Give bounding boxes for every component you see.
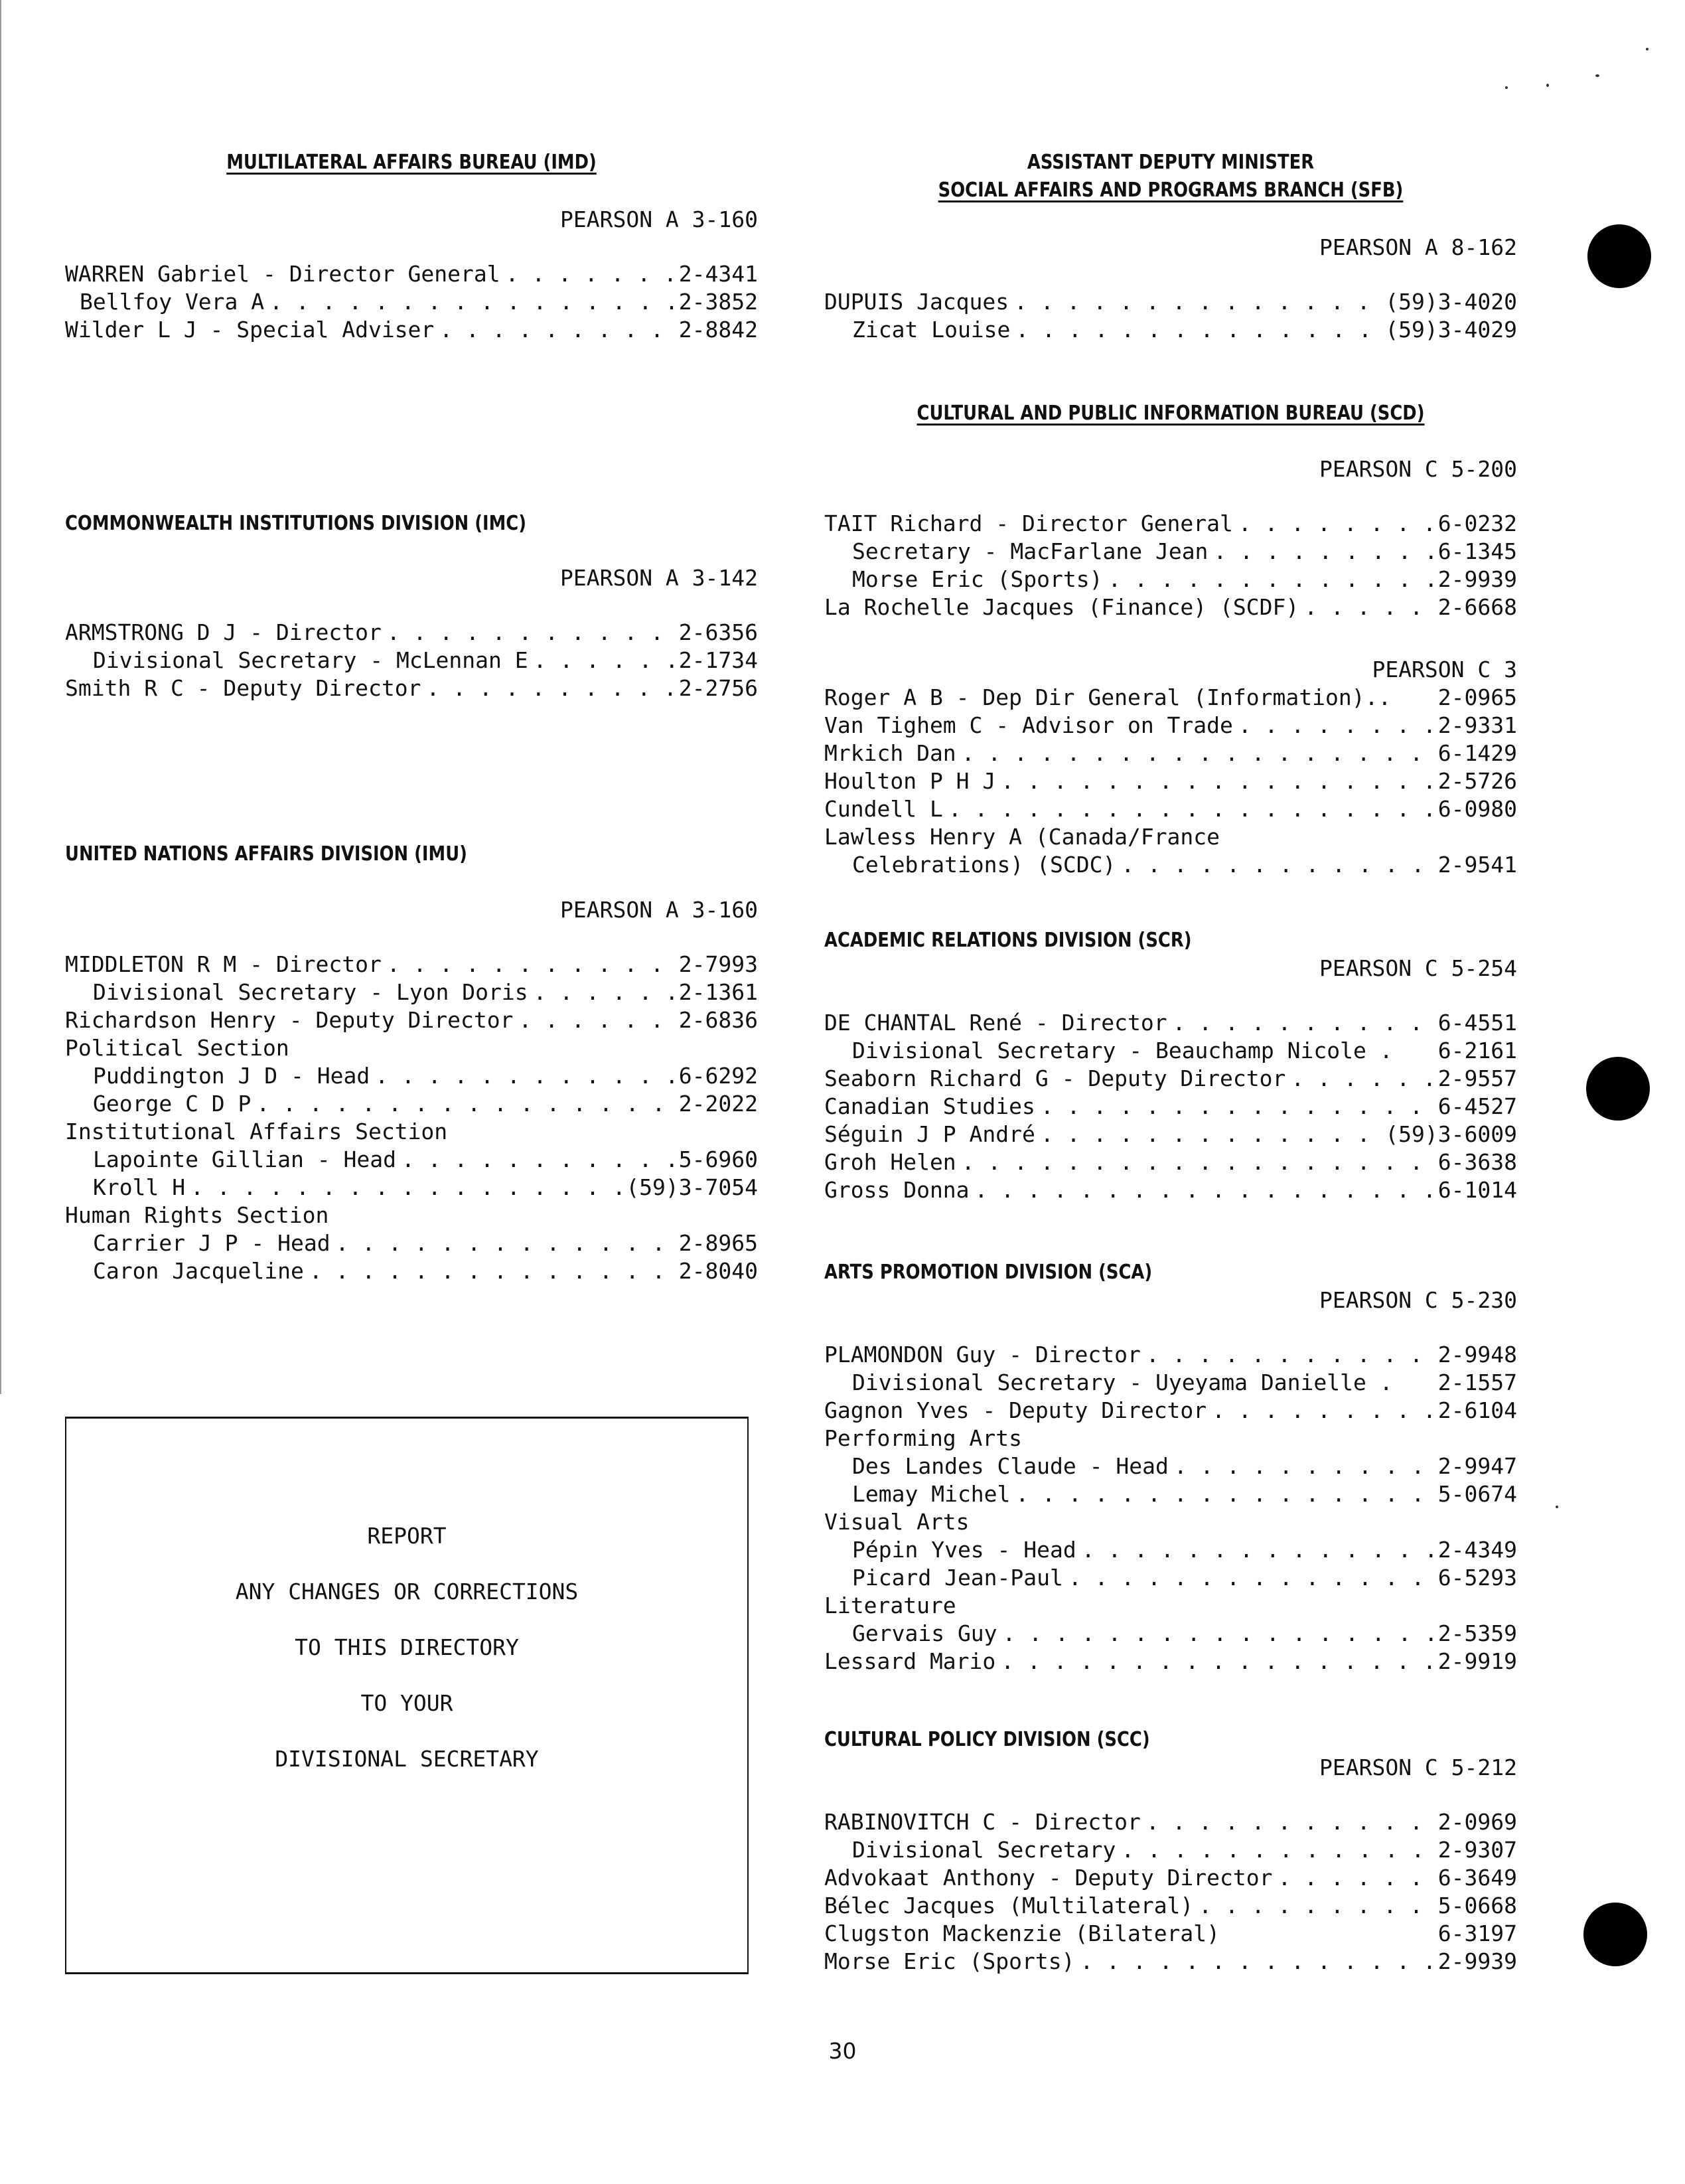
directory-entry: Divisional Secretary - Beauchamp Nicole . 6-2161 <box>852 1038 1517 1063</box>
scan-speck <box>1505 86 1508 89</box>
directory-entry: Divisional Secretary . . . 2-9307 <box>824 1836 1517 1864</box>
directory-entry: DE CHANTAL René - Director . . . 6-4551 <box>824 1009 1517 1037</box>
subsection-label: Performing Arts <box>824 1425 1023 1451</box>
directory-entry: Puddington J D - Head . . . 6-6292 <box>65 1062 758 1090</box>
directory-entry: Gross Donna . . . 6-1014 <box>824 1176 1517 1204</box>
directory-entry: Groh Helen . . . 6-3638 <box>824 1148 1517 1176</box>
punch-hole-middle <box>1586 1057 1650 1121</box>
section-location: PEARSON C 5-200 <box>1319 456 1517 482</box>
section-heading: ACADEMIC RELATIONS DIVISION (SCR) <box>824 929 1192 952</box>
directory-entry: Séguin J P André . . . (59)3-6009 <box>824 1121 1517 1148</box>
entry-list <box>824 1009 1517 1204</box>
notice-line: REPORT <box>367 1523 447 1549</box>
section-heading-title: ASSISTANT DEPUTY MINISTER <box>1027 151 1315 174</box>
subsection-label: Visual Arts <box>824 1509 970 1535</box>
notice-line: DIVISIONAL SECRETARY <box>275 1746 539 1772</box>
punch-hole-top <box>1587 224 1651 288</box>
directory-entry: Van Tighem C - Advisor on Trade . . . 2-9331 <box>824 712 1517 740</box>
section-location-secondary: PEARSON C 3 <box>1372 657 1517 682</box>
directory-entry: Zicat Louise . . . (59)3-4029 <box>824 316 1517 344</box>
directory-entry: Divisional Secretary - McLennan E . . . 2-1734 <box>65 647 758 674</box>
section-location: PEARSON C 5-254 <box>1319 955 1517 981</box>
directory-entry: Seaborn Richard G - Deputy Director . . . 2-9557 <box>824 1065 1517 1093</box>
directory-entry: Bellfoy Vera A . . . 2-3852 <box>65 288 758 316</box>
section-heading: CULTURAL AND PUBLIC INFORMATION BUREAU (SCD) <box>916 402 1425 425</box>
directory-entry: George C D P . . . 2-2022 <box>65 1090 758 1118</box>
directory-entry: PLAMONDON Guy - Director . . . 2-9948 <box>824 1341 1517 1369</box>
entry-list <box>824 288 1517 344</box>
directory-entry: Carrier J P - Head . . . 2-8965 <box>65 1229 758 1257</box>
notice-line: ANY CHANGES OR CORRECTIONS <box>235 1579 579 1604</box>
directory-entry: Clugston Mackenzie (Bilateral) 6-3197 <box>824 1920 1517 1946</box>
directory-entry: Gervais Guy . . . 2-5359 <box>824 1620 1517 1648</box>
directory-entry: Roger A B - Dep Dir General (Information).. 2-0965 <box>824 684 1517 710</box>
notice-line: TO THIS DIRECTORY <box>295 1634 519 1660</box>
directory-entry: Houlton P H J . . . 2-5726 <box>824 767 1517 795</box>
subsection-label: Institutional Affairs Section <box>65 1119 448 1144</box>
directory-entry: RABINOVITCH C - Director . . . 2-0969 <box>824 1808 1517 1836</box>
directory-entry: Lessard Mario . . . 2-9919 <box>824 1648 1517 1676</box>
subsection-label: Literature <box>824 1593 956 1618</box>
directory-entry: Des Landes Claude - Head . . . 2-9947 <box>824 1452 1517 1480</box>
scan-speck <box>1546 84 1549 87</box>
entry-list <box>824 1341 1517 1676</box>
directory-entry: Wilder L J - Special Adviser . . . 2-8842 <box>65 316 758 344</box>
entry-list-secondary <box>824 684 1517 879</box>
directory-entry: Secretary - MacFarlane Jean . . . 6-1345 <box>824 538 1517 566</box>
section-heading: CULTURAL POLICY DIVISION (SCC) <box>824 1728 1150 1751</box>
page-number: 30 <box>828 2038 857 2064</box>
section-heading-branch: SOCIAL AFFAIRS AND PROGRAMS BRANCH (SFB) <box>938 179 1404 202</box>
directory-entry: Celebrations) (SCDC) . . . 2-9541 <box>824 851 1517 879</box>
subsection-label: Political Section <box>65 1035 289 1061</box>
directory-entry: Cundell L . . . 6-0980 <box>824 795 1517 823</box>
scan-speck <box>1556 1506 1558 1508</box>
directory-entry: Morse Eric (Sports) . . . 2-9939 <box>824 1948 1517 1976</box>
section-location: PEARSON C 5-212 <box>1319 1755 1517 1780</box>
directory-entry: Morse Eric (Sports) . . . 2-9939 <box>824 566 1517 593</box>
entry-list <box>824 1808 1517 1976</box>
directory-entry: TAIT Richard - Director General . . . 6-0232 <box>824 510 1517 538</box>
entry-list <box>824 510 1517 621</box>
directory-entry: Lemay Michel . . . 5-0674 <box>824 1480 1517 1508</box>
punch-hole-bottom <box>1583 1903 1647 1966</box>
section-location: PEARSON A 3-142 <box>559 565 758 591</box>
directory-entry: La Rochelle Jacques (Finance) (SCDF) . . . 2-6668 <box>824 593 1517 621</box>
directory-entry: Gagnon Yves - Deputy Director . . . 2-6104 <box>824 1397 1517 1425</box>
section-location: PEARSON A 8-162 <box>1319 234 1517 260</box>
subsection-label: Human Rights Section <box>65 1202 329 1228</box>
directory-entry: Canadian Studies . . . 6-4527 <box>824 1093 1517 1121</box>
directory-entry: Advokaat Anthony - Deputy Director . . . 6-3649 <box>824 1864 1517 1892</box>
directory-entry: Bélec Jacques (Multilateral) . . . 5-0668 <box>824 1892 1517 1920</box>
directory-entry: Divisional Secretary - Lyon Doris . . . 2-1361 <box>65 978 758 1006</box>
section-location: PEARSON A 3-160 <box>559 206 758 232</box>
directory-entry: Smith R C - Deputy Director . . . 2-2756 <box>65 674 758 702</box>
section-heading: UNITED NATIONS AFFAIRS DIVISION (IMU) <box>65 842 467 866</box>
directory-entry: Mrkich Dan . . . 6-1429 <box>824 740 1517 767</box>
entry-list <box>65 619 758 702</box>
entry-list <box>65 951 758 1285</box>
section-location: PEARSON A 3-160 <box>559 897 758 923</box>
scan-speck <box>1595 74 1599 77</box>
directory-entry: Richardson Henry - Deputy Director . . . 2-6836 <box>65 1006 758 1034</box>
directory-entry: Kroll H . . . (59)3-7054 <box>65 1174 758 1202</box>
directory-entry: Divisional Secretary - Uyeyama Danielle . 2-1557 <box>852 1369 1517 1395</box>
section-heading: MULTILATERAL AFFAIRS BUREAU (IMD) <box>226 151 597 174</box>
directory-entry: MIDDLETON R M - Director . . . 2-7993 <box>65 951 758 978</box>
directory-entry: WARREN Gabriel - Director General . . . 2-4341 <box>65 260 758 288</box>
section-heading: COMMONWEALTH INSTITUTIONS DIVISION (IMC) <box>65 512 527 535</box>
section-heading: ARTS PROMOTION DIVISION (SCA) <box>824 1261 1153 1284</box>
directory-entry: Pépin Yves - Head . . . 2-4349 <box>824 1536 1517 1564</box>
directory-entry: Caron Jacqueline . . . 2-8040 <box>65 1257 758 1285</box>
section-location: PEARSON C 5-230 <box>1319 1287 1517 1313</box>
directory-entry: Lawless Henry A (Canada/France <box>824 824 1220 850</box>
directory-entry: ARMSTRONG D J - Director . . . 2-6356 <box>65 619 758 647</box>
notice-box <box>65 1417 749 1974</box>
directory-entry: DUPUIS Jacques . . . (59)3-4020 <box>824 288 1517 316</box>
scan-speck <box>1646 48 1648 50</box>
directory-entry: Picard Jean-Paul . . . 6-5293 <box>824 1564 1517 1592</box>
notice-line: TO YOUR <box>360 1690 453 1716</box>
left-edge-mark <box>0 0 1 1394</box>
directory-entry: Lapointe Gillian - Head . . . 5-6960 <box>65 1146 758 1174</box>
entry-list <box>65 260 758 344</box>
